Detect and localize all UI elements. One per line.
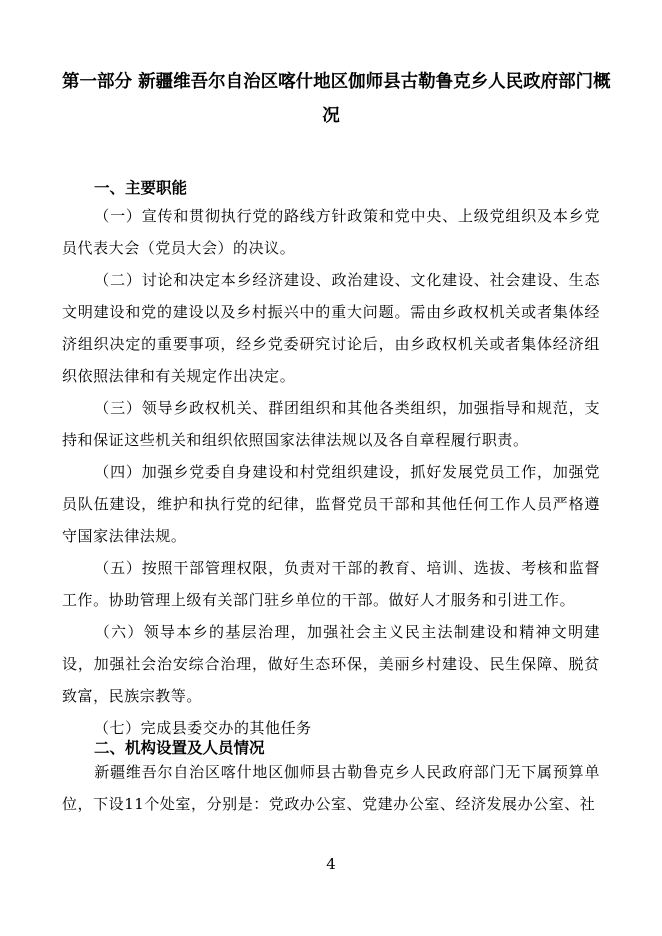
function-paragraph-4: （四）加强乡党委自身建设和村党组织建设，抓好发展党员工作，加强党员队伍建设，维护和执行党的纪律，监督党员干部和其他任何工作人员严格遵守国家法律法规。	[62, 463, 600, 545]
function-paragraph-7: （七）完成县委交办的其他任务	[94, 719, 312, 737]
function-paragraph-1: （一）宣传和贯彻执行党的路线方针政策和党中央、上级党组织及本乡党员代表大会（党员大会）的决议。	[62, 207, 600, 257]
function-paragraph-5: （五）按照干部管理权限，负责对干部的教育、培训、选拔、考核和监督工作。协助管理上级有关部门驻乡单位的干部。做好人才服务和引进工作。	[62, 559, 600, 609]
function-paragraph-6: （六）领导本乡的基层治理，加强社会主义民主法制建设和精神文明建设，加强社会治安综合治理，做好生态环保，美丽乡村建设、民生保障、脱贫致富，民族宗教等。	[62, 623, 600, 705]
page-number: 4	[326, 855, 336, 873]
document-title: 第一部分 新疆维吾尔自治区喀什地区伽师县古勒鲁克乡人民政府部门概	[62, 72, 611, 92]
document-title-continuation: 况	[322, 106, 340, 126]
function-paragraph-3: （三）领导乡政权机关、群团组织和其他各类组织，加强指导和规范，支持和保证这些机关和组织依照国家法律法规以及各自章程履行职责。	[62, 399, 600, 449]
section-heading-main-functions: 一、主要职能	[94, 179, 188, 197]
organization-paragraph: 新疆维吾尔自治区喀什地区伽师县古勒鲁克乡人民政府部门无下属预算单位，下设11个处室，分别是：党政办公室、党建办公室、经济发展办公室、社	[62, 763, 600, 813]
function-paragraph-2: （二）讨论和决定本乡经济建设、政治建设、文化建设、社会建设、生态文明建设和党的建设以及乡村振兴中的重大问题。需由乡政权机关或者集体经济组织决定的重要事项，经乡党委研究讨论后，由乡政权机关或者集体经济组织依照法律和有关规定作出决定。	[62, 271, 600, 385]
section-heading-organization: 二、机构设置及人员情况	[94, 739, 265, 757]
